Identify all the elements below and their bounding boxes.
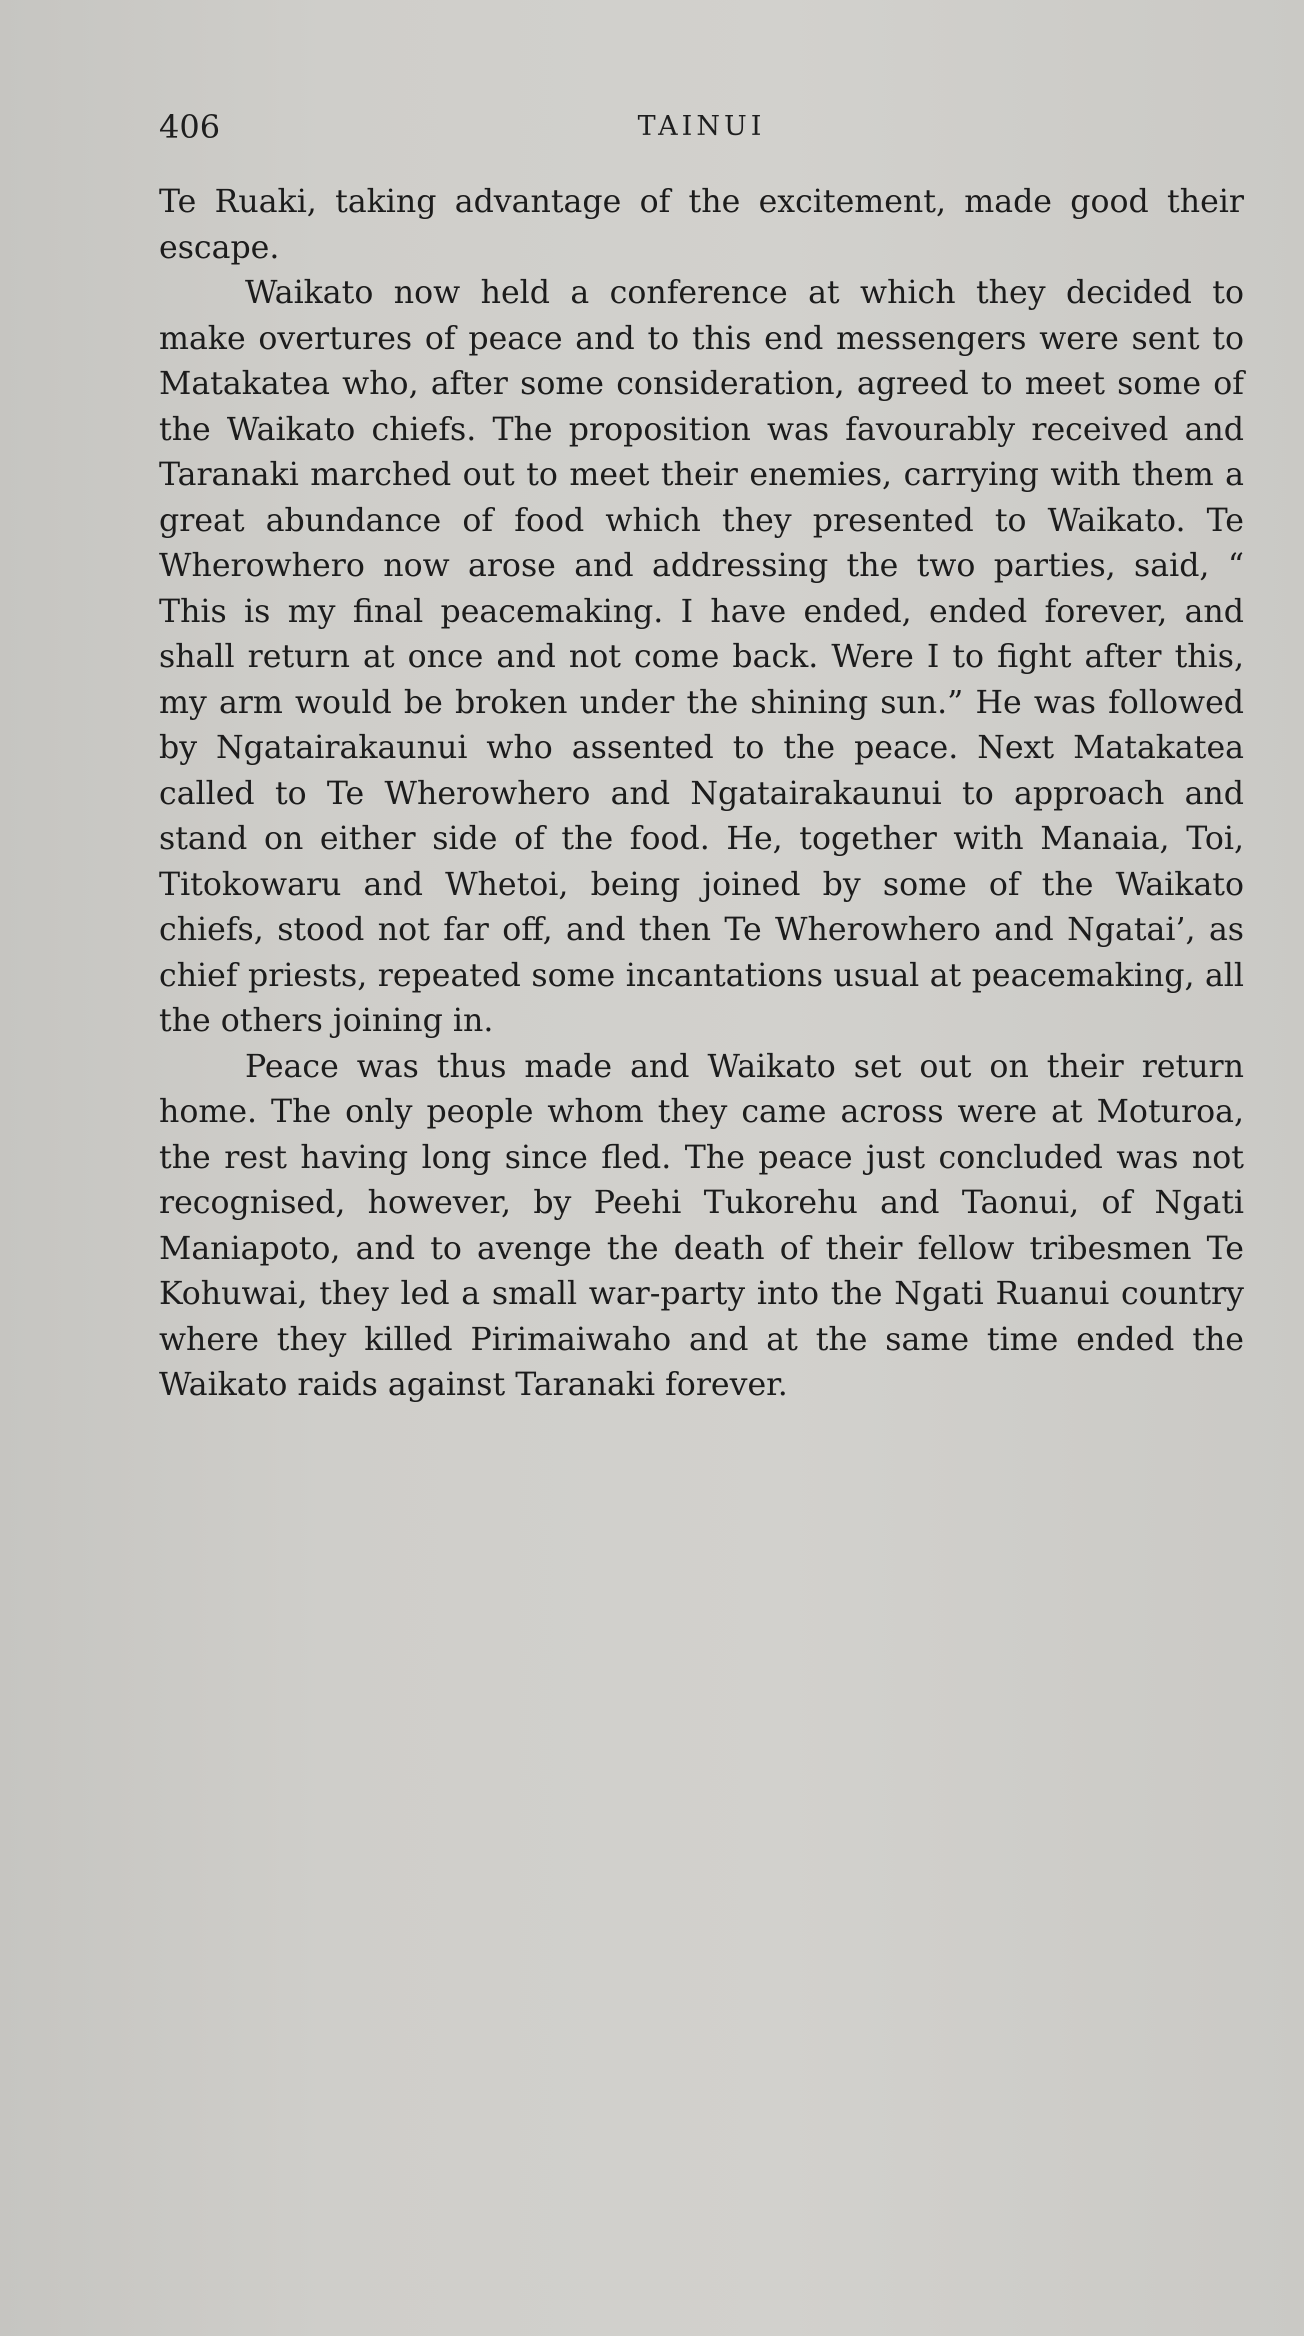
paragraph-continuation: Te Ruaki, taking advantage of the excitement, made good their escape. bbox=[159, 184, 1244, 266]
page-header bbox=[159, 102, 1244, 152]
running-title: TAINUI bbox=[637, 111, 766, 142]
body-text bbox=[159, 180, 1244, 1409]
paragraph-peace-conference: Waikato now held a conference at which they decided to make overtures of peace and to this end messengers were sent to Matakatea who, after some consideration, agreed to meet some of the Waikato chiefs. The proposition was favourably received and Taranaki marched out to meet their enemies, carrying with them a great abundance of food which they presented to Waikato. Te Wherowhero now arose and addressing the two parties, said, “ This is my final peacemaking. I have ended, ended forever, and shall return at once and not come back. Were I to fight after this, my arm would be broken under the shining sun.” He was followed by Ngatairakaunui who assented to the peace. Next Matakatea called to Te Wherowhero and Ngatairakaunui to approach and stand on either side of the food. He, together with Manaia, Toi, Titokowaru and Whetoi, being joined by some of the Waikato chiefs, stood not far off, and then Te Wherowhero and Ngatai’, as chief priests, repeated some incantations usual at peacemaking, all the others joining in. bbox=[159, 275, 1244, 1039]
page-number: 406 bbox=[159, 108, 221, 146]
paragraph-return-home: Peace was thus made and Waikato set out on their return home. The only people whom they came across were at Moturoa, the rest having long since fled. The peace just concluded was not recognised, however, by Peehi Tukorehu and Taonui, of Ngati Maniapoto, and to avenge the death of their fellow tribesmen Te Kohuwai, they led a small war-party into the Ngati Ruanui country where they killed Pirimaiwaho and at the same time ended the Waikato raids against Taranaki forever. bbox=[159, 1048, 1244, 1403]
